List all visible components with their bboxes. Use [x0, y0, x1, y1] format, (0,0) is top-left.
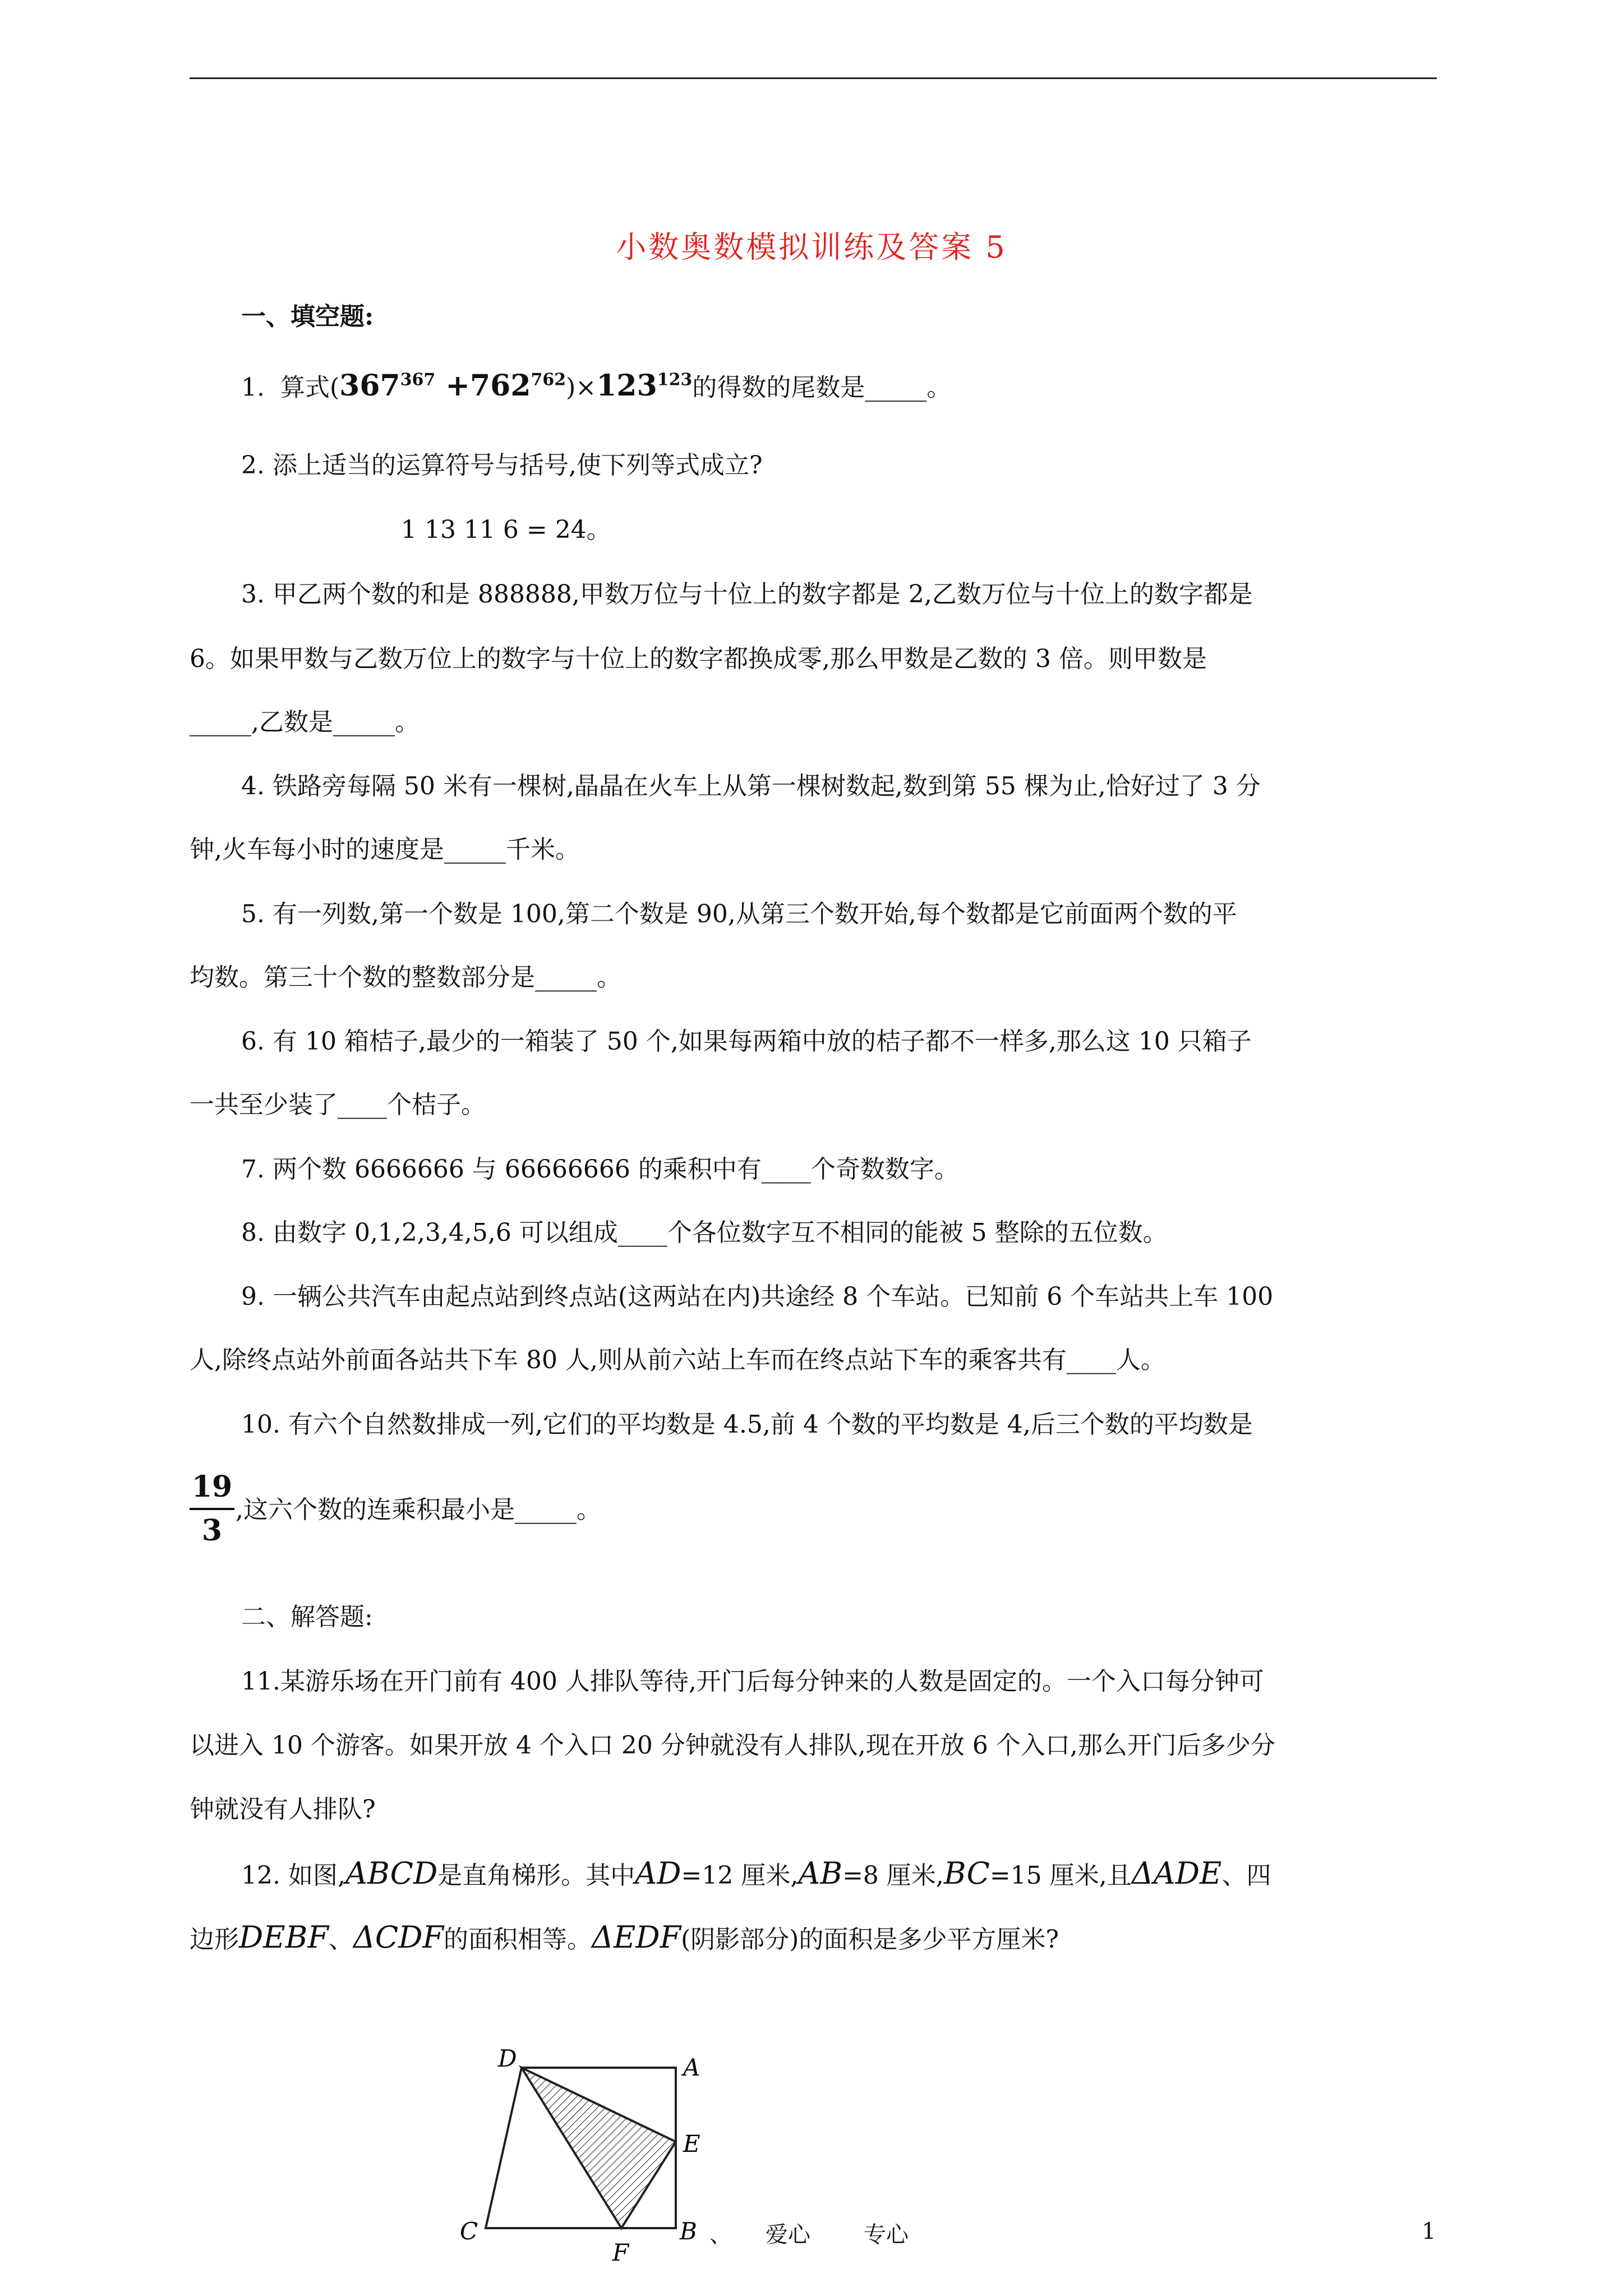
question-12: 12. 如图,ABCD是直角梯形。其中AD=12 厘米,AB=8 厘米,BC=15 厘米,且ΔADE、四 — [241, 1856, 1271, 1891]
question-10: 10. 有六个自然数排成一列,它们的平均数是 4.5,前 4 个数的平均数是 4,后三个数的平均数是 — [241, 1410, 1253, 1439]
footer-left: 爱心 — [766, 2222, 810, 2248]
label-c: C — [460, 2217, 478, 2245]
header-rule — [190, 77, 1437, 79]
question-5-line-2: 均数。第三十个数的整数部分是_____。 — [190, 963, 621, 992]
label-a: A — [683, 2054, 700, 2081]
label-f: F — [612, 2239, 629, 2266]
fraction-19-over-3: 19 3 — [190, 1470, 234, 1548]
question-11-line-3: 钟就没有人排队? — [190, 1795, 376, 1824]
label-e: E — [683, 2130, 700, 2157]
page-number: 1 — [1422, 2219, 1436, 2244]
question-2-equation: 1 13 11 6 = 24。 — [401, 516, 611, 544]
trapezoid-figure — [449, 2042, 740, 2277]
question-4: 4. 铁路旁每隔 50 米有一棵树,晶晶在火车上从第一棵树数起,数到第 55 棵为止,恰好过了 3 分 — [241, 772, 1261, 800]
question-9-line-2: 人,除终点站外前面各站共下车 80 人,则从前六站上车而在终点站下车的乘客共有____人。 — [190, 1346, 1165, 1374]
question-3-line-3: _____,乙数是_____。 — [190, 708, 419, 737]
question-5: 5. 有一列数,第一个数是 100,第二个数是 90,从第三个数开始,每个数都是它前面两个数的平 — [241, 900, 1237, 928]
question-10-line-2: ,这六个数的连乘积最小是_____。 — [236, 1496, 601, 1524]
question-8: 8. 由数字 0,1,2,3,4,5,6 可以组成____个各位数字互不相同的能被 5 整除的五位数。 — [241, 1218, 1168, 1247]
label-b: B — [680, 2217, 697, 2245]
question-9: 9. 一辆公共汽车由起点站到终点站(这两站在内)共途经 8 个车站。已知前 6 个车站共上车 100 — [241, 1282, 1274, 1311]
question-3: 3. 甲乙两个数的和是 888888,甲数万位与十位上的数字都是 2,乙数万位与十位上的数字都是 — [241, 580, 1253, 609]
section-heading-fill-blank: 一、填空题: — [241, 302, 374, 331]
footer-right: 专心 — [864, 2222, 909, 2248]
question-11: 11.某游乐场在开门前有 400 人排队等待,开门后每分钟来的人数是固定的。一个入口每分钟可 — [241, 1667, 1264, 1696]
question-12-line-2: 边形DEBF、ΔCDF的面积相等。ΔEDF(阴影部分)的面积是多少平方厘米? — [190, 1920, 1059, 1955]
question-3-line-2: 6。如果甲数与乙数万位上的数字与十位上的数字都换成零,那么甲数是乙数的 3 倍。则甲数是 — [190, 645, 1207, 673]
question-11-line-2: 以进入 10 个游客。如果开放 4 个入口 20 分钟就没有人排队,现在开放 6 个入口,那么开门后多少分 — [190, 1731, 1275, 1760]
question-1: 1. 算式$(367^{367} +762^{762})\times 123^{123}$的得数的尾数是_____。 — [241, 369, 952, 403]
question-4-line-2: 钟,火车每小时的速度是_____千米。 — [190, 835, 580, 864]
question-6-line-2: 一共至少装了____个桔子。 — [190, 1091, 486, 1119]
section-heading-answer: 二、解答题: — [241, 1603, 373, 1631]
question-7: 7. 两个数 6666666 与 66666666 的乘积中有____个奇数数字。 — [241, 1155, 959, 1184]
footer-mark: 、 — [709, 2222, 732, 2248]
page-title: 小数奥数模拟训练及答案 5 — [616, 229, 1007, 265]
label-d: D — [498, 2045, 517, 2072]
q1-expression: $367^{367} +762^{762}$ — [339, 369, 566, 403]
question-2: 2. 添上适当的运算符号与括号,使下列等式成立? — [241, 451, 763, 480]
shaded-triangle-def — [522, 2068, 676, 2228]
question-6: 6. 有 10 箱桔子,最少的一箱装了 50 个,如果每两箱中放的桔子都不一样多,那么这 10 只箱子 — [241, 1027, 1252, 1056]
